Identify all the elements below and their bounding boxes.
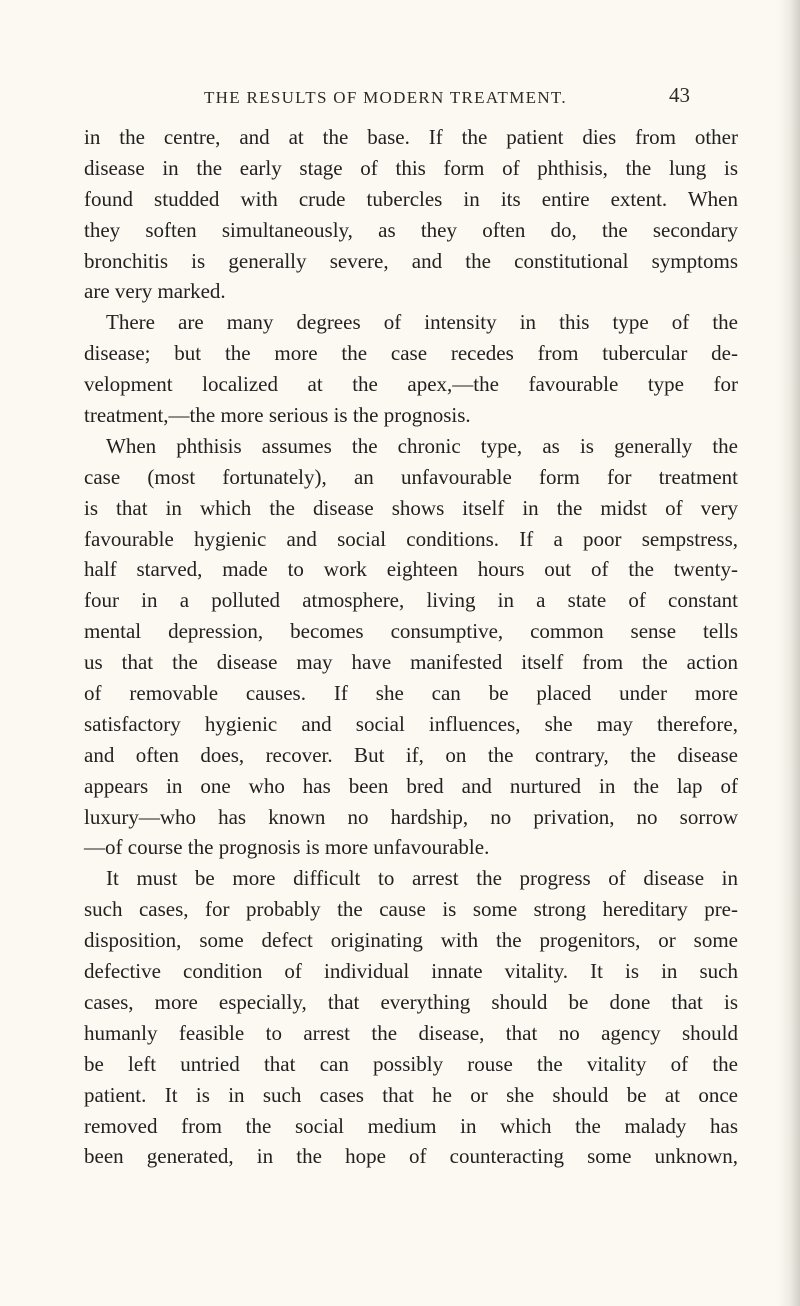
text-line: favourable hygienic and social conditions. If a poor sempstress, [84, 526, 738, 551]
text-line: disease in the early stage of this form of phthisis, the lung is [84, 155, 738, 180]
text-line: —of course the prognosis is more unfavourable. [84, 835, 490, 860]
text-line: are very marked. [84, 279, 226, 304]
text-line: patient. It is in such cases that he or she should be at once [84, 1082, 738, 1107]
text-line: velopment localized at the apex,—the favourable type for [84, 372, 738, 397]
text-line: be left untried that can possibly rouse the vitality of the [84, 1051, 738, 1076]
running-head [204, 83, 764, 118]
text-line: mental depression, becomes consumptive, common sense tells [84, 619, 738, 644]
text-line: disposition, some defect originating with the progenitors, or some [84, 928, 738, 953]
text-line: humanly feasible to arrest the disease, that no agency should [84, 1020, 738, 1045]
text-line: luxury—who has known no hardship, no privation, no sorrow [84, 804, 738, 829]
text-line: is that in which the disease shows itself in the midst of very [84, 495, 738, 520]
text-line: of removable causes. If she can be placed under more [84, 681, 738, 706]
text-line: case (most fortunately), an unfavourable form for treatment [84, 464, 738, 489]
text-line: in the centre, and at the base. If the patient dies from other [84, 125, 738, 149]
text-line: and often does, recover. But if, on the contrary, the disease [84, 742, 738, 767]
text-line: appears in one who has been bred and nurtured in the lap of [84, 773, 738, 798]
text-line: treatment,—the more serious is the prognosis. [84, 403, 471, 428]
page-edge-shadow [778, 0, 800, 1306]
text-line: they soften simultaneously, as they often do, the secondary [84, 217, 738, 242]
text-line: satisfactory hygienic and social influences, she may therefore, [84, 711, 738, 736]
text-line: removed from the social medium in which the malady has [84, 1113, 738, 1138]
text-line: There are many degrees of intensity in this type of the [106, 310, 738, 335]
text-line: found studded with crude tubercles in its entire extent. When [84, 186, 738, 211]
text-line: disease; but the more the case recedes from tubercular de- [84, 341, 738, 366]
text-line: When phthisis assumes the chronic type, as is generally the [106, 433, 738, 458]
text-line: cases, more especially, that everything should be done that is [84, 989, 738, 1014]
text-line: It must be more difficult to arrest the progress of disease in [106, 866, 738, 891]
text-line: four in a polluted atmosphere, living in a state of constant [84, 588, 738, 613]
text-line: been generated, in the hope of counteracting some unknown, [84, 1144, 738, 1169]
running-head-title: THE RESULTS OF MODERN TREATMENT. [204, 88, 567, 107]
text-line: bronchitis is generally severe, and the constitutional symptoms [84, 248, 738, 273]
text-line: defective condition of individual innate vitality. It is in such [84, 959, 738, 984]
text-line: such cases, for probably the cause is some strong hereditary pre- [84, 897, 738, 922]
text-line: half starved, made to work eighteen hours out of the twenty- [84, 557, 738, 582]
page-number: 43 [669, 83, 690, 107]
body-text [84, 122, 738, 1172]
text-line: us that the disease may have manifested itself from the action [84, 650, 738, 675]
